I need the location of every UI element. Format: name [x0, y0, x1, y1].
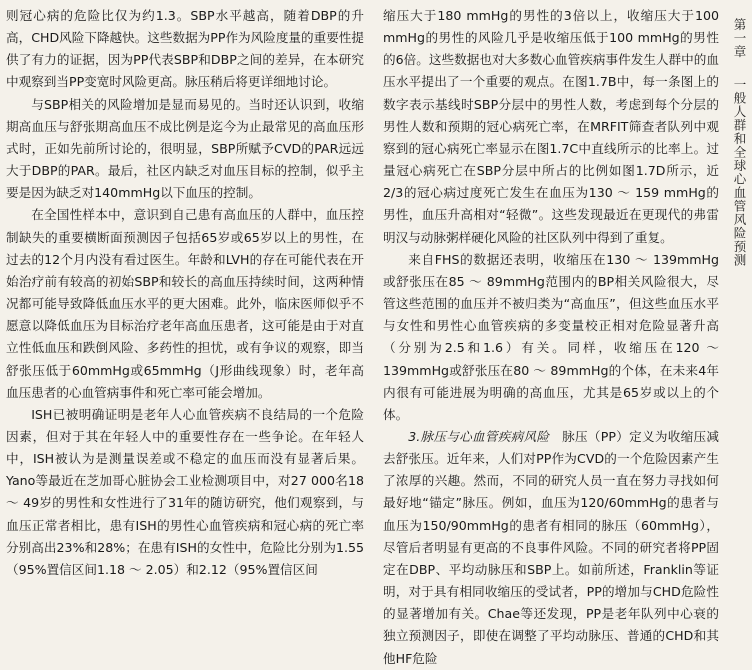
section-heading: 3.脉压与心血管疾病风险 [408, 428, 550, 444]
paragraph-7 [383, 426, 719, 670]
paragraph-4: ISH已被明确证明是老年人心血管疾病不良结局的一个危险因素，但对于其在年轻人中的重要性存在一些争论。在年轻人中，ISH被认为是测量误差或不稳定的血压而没有显著后果。Yano等最近在芝加哥心脏协会工业检测项目中，对27 000名18 ～ 49岁的男性和女性进行了31年的随访研究，他们观察到，与血压正常者相比，患有ISH的男性心血管疾病和冠心病的死亡率分别高出23%和28%；在患有ISH的女性中，危险比分别为1.55（95%置信区间1.18 ～ 2.05）和2.12（95%置信区间 [6, 406, 364, 577]
paragraph-2: 与SBP相关的风险增加是显而易见的。当时还认识到，收缩期高血压与舒张期高血压不成比例是迄今为止最常见的高血压形式时，正如先前所讨论的，很明显，SBP所赋予CVD的PAR远远大于DBP的PAR。最后，社区内缺乏对血压目标的控制，似乎主要是因为缺乏对140mmHg以下血压的控制。 [6, 96, 364, 201]
right-column [383, 5, 719, 670]
paragraph-6: 来自FHS的数据还表明，收缩压在130 ～ 139mmHg或舒张压在85 ～ 89mmHg范围内的BP相关风险很大，尽管这些范围的血压并不被归类为“高血压”，但这些血压水平与女性和男性心血管疾病的多变量校正相对危险显著升高（分别为2.5和1.6）有关。同样，收缩压在120 ～ 139mmHg或舒张压在80 ～ 89mmHg的个体，在未来4年内很有可能进展为明确的高血压，尤其是65岁或以上的个体。 [383, 251, 719, 422]
chapter-title: 一般人群和全球心血管风险预测 [732, 78, 747, 268]
paragraph-3: 在全国性样本中，意识到自己患有高血压的人群中，血压控制缺失的重要横断面预测因子包括65岁或65岁以上的男性，在过去的12个月内没有看过医生。年龄和LVH的存在可能代表在开始治疗前有较高的初始SBP和较长的高血压持续时间，这两种情况都可能导致降低血压水平的更大困难。此外，临床医师似乎不愿意以降低血压为目标治疗老年高血压患者，这可能是由于对直立性低血压和跌倒风险、多药性的担忧，或有争议的观察，即当舒张压低于60mmHg或65mmHg（J形曲线现象）时，老年高血压患者的心血管病事件和死亡率可能会增加。 [6, 207, 364, 400]
chapter-sidebar [730, 18, 748, 267]
section-body: 脉压（PP）定义为收缩压减去舒张压。近年来，人们对PP作为CVD的一个危险因素产生了浓厚的兴趣。然而，不同的研究人员一直在努力寻找如何最好地“锚定”脉压。例如，血压为120/60mmHg的患者与血压为150/90mmHg的患者有相同的脉压（60mmHg），尽管后者明显有更高的不良事件风险。不同的研究者将PP固定在DBP、平均动脉压和SBP上。如前所述，Franklin等证明，对于具有相同收缩压的受试者，PP的增加与CHD危险性的显著增加有关。Chae等还发现，PP是老年队列中心衰的独立预测因子，即使在调整了平均动脉压、普通的CHD和其他HF危险 [383, 428, 719, 666]
paragraph-5: 缩压大于180 mmHg的男性的3倍以上，收缩压大于100 mmHg的男性的风险几乎是收缩压低于100 mmHg的男性的6倍。这些数据也对大多数心血管疾病事件发生人群中的血压水平提出了一个重要的观点。在图1.7B中，每一条图上的数字表示基线时SBP分层中的男性人数，考虑到每个分层的男性人数和预期的冠心病死亡率，在MRFIT筛查者队列中观察到的冠心病死亡率显示在图1.7C中直线所示的比率上。过量冠心病死亡在SBP分层中所占的比例如图1.7D所示，近2/3的冠心病过度死亡发生在血压为130 ～ 159 mmHg的男性，血压升高相对“轻微”。这些发现最近在更现代的弗雷明汉与动脉粥样硬化风险的社区队列中得到了重复。 [383, 8, 719, 245]
chapter-label: 第一章 [732, 18, 747, 59]
paragraph-1: 则冠心病的危险比仅为约1.3。SBP水平越高，随着DBP的升高，CHD风险下降越快。这些数据为PP作为风险度量的重要性提供了有力的证据，因为PP代表SBP和DBP之间的差异，在本研究中观察到当PP变宽时风险更高。脉压稍后将更详细地讨论。 [6, 8, 364, 90]
left-column [6, 5, 364, 581]
